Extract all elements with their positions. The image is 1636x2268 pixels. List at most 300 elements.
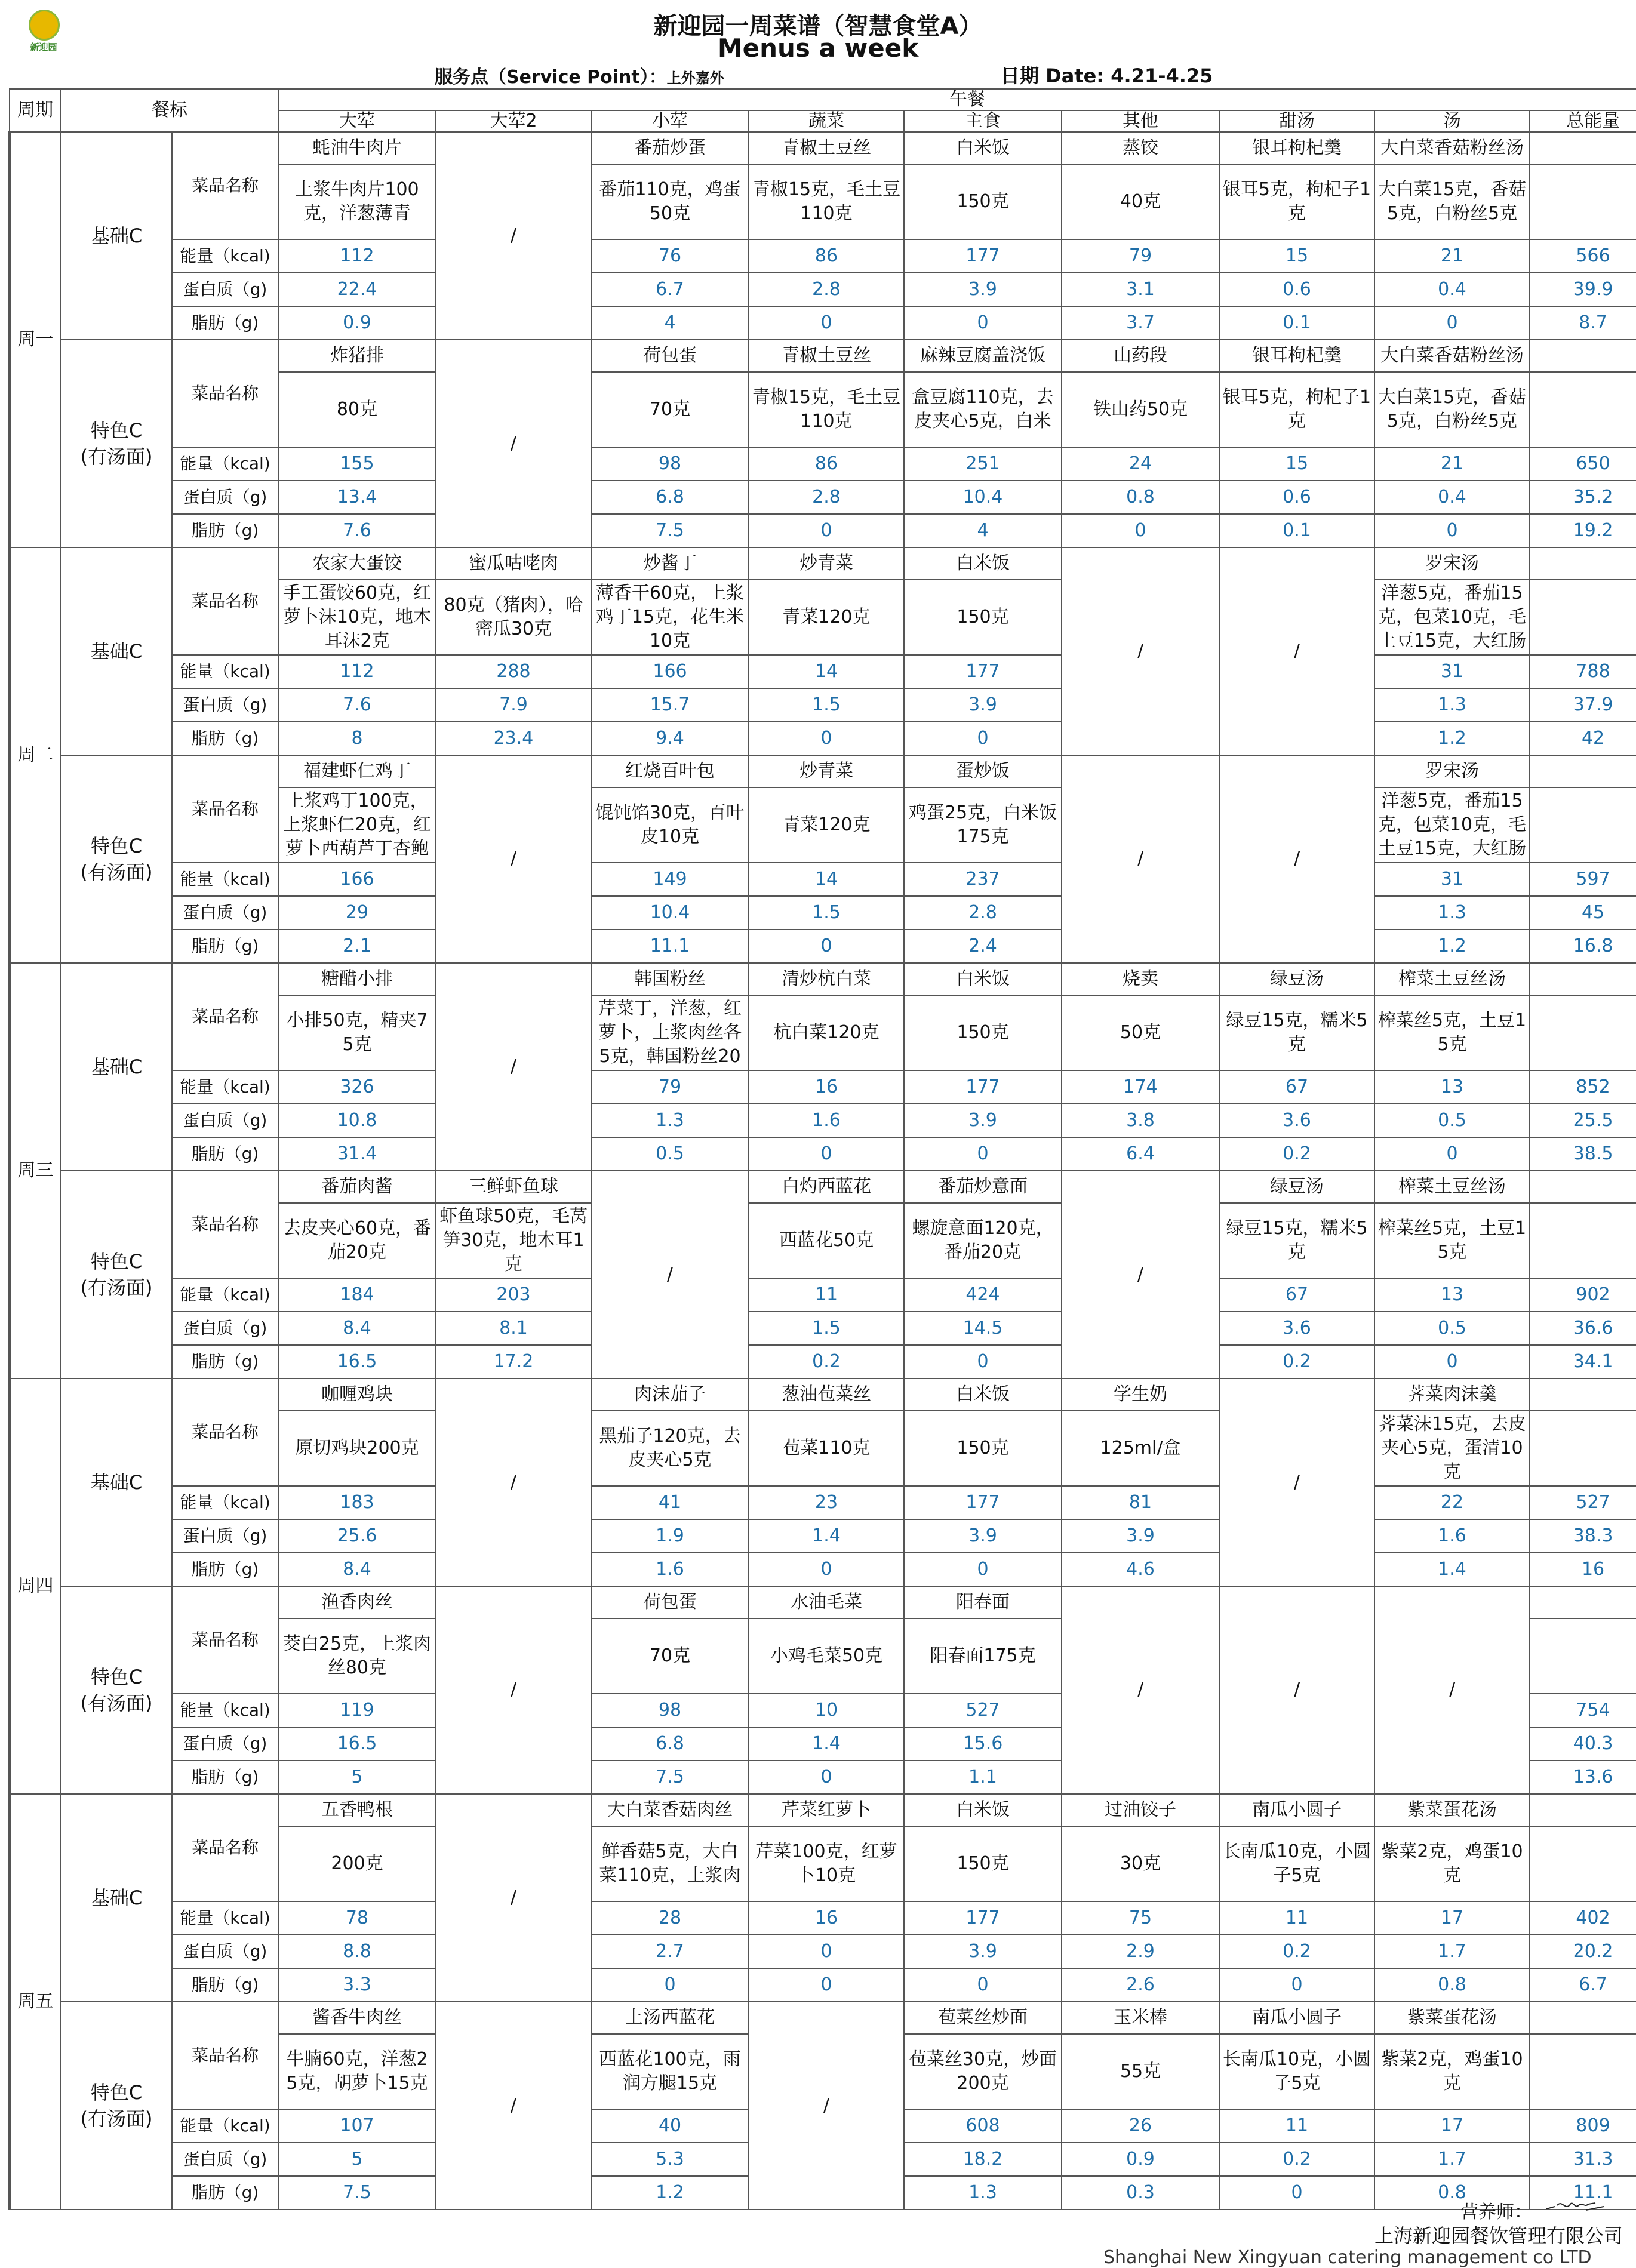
dish-ingredients: 青菜120克 xyxy=(749,787,904,863)
dish-ingredients: 80克 xyxy=(278,372,436,447)
protein-value: 38.3 xyxy=(1530,1519,1636,1553)
protein-value: 36.6 xyxy=(1530,1312,1636,1345)
fat-value: 4.6 xyxy=(1062,1553,1219,1586)
energy-value: 79 xyxy=(1062,239,1219,273)
protein-value: 6.8 xyxy=(591,481,749,514)
protein-value: 10.8 xyxy=(278,1104,436,1137)
column-header: 总能量 xyxy=(1530,110,1636,132)
energy-value: 177 xyxy=(904,1486,1062,1519)
protein-value: 40.3 xyxy=(1530,1727,1636,1761)
dish-ingredients: 芹菜100克，红萝卜10克 xyxy=(749,1826,904,1901)
dish-ingredients: 55克 xyxy=(1062,2034,1219,2109)
dish-name: 五香鸭根 xyxy=(278,1794,436,1826)
protein-row-label: 蛋白质（g) xyxy=(172,1727,278,1761)
dish-name-row xyxy=(10,547,1636,580)
dish-name: 大白菜香菇肉丝 xyxy=(591,1794,749,1826)
protein-value: 3.9 xyxy=(904,1935,1062,1968)
energy-value: 11 xyxy=(749,1278,904,1312)
fat-value: 17.2 xyxy=(436,1345,591,1378)
energy-value: 177 xyxy=(904,1901,1062,1935)
dish-name: 咖喱鸡块 xyxy=(278,1378,436,1411)
dish-name xyxy=(1530,2002,1636,2034)
dish-ingredients: 西蓝花100克，雨润方腿15克 xyxy=(591,2034,749,2109)
protein-value: 1.4 xyxy=(749,1727,904,1761)
energy-row xyxy=(10,1901,1636,1935)
fat-value: 0 xyxy=(749,514,904,547)
energy-value: 75 xyxy=(1062,1901,1219,1935)
protein-row xyxy=(10,273,1636,306)
fat-row-label: 脂肪（g) xyxy=(172,1761,278,1794)
dish-name: 青椒土豆丝 xyxy=(749,340,904,372)
dish-ingredients: 苞菜丝30克，炒面200克 xyxy=(904,2034,1062,2109)
empty-slot: / xyxy=(1219,755,1374,963)
fat-value: 11.1 xyxy=(1530,2176,1636,2209)
energy-value: 184 xyxy=(278,1278,436,1312)
dish-name: 白米饭 xyxy=(904,963,1062,995)
energy-value: 86 xyxy=(749,447,904,481)
dish-name: 紫菜蛋花汤 xyxy=(1374,2002,1530,2034)
fat-row-label: 脂肪（g) xyxy=(172,930,278,963)
dish-name: 番茄炒意面 xyxy=(904,1171,1062,1203)
protein-value: 15.7 xyxy=(591,688,749,722)
dish-ingredients xyxy=(1530,1203,1636,1278)
fat-value: 1.3 xyxy=(904,2176,1062,2209)
meal-standard-label: 特色C (有汤面) xyxy=(61,340,172,547)
protein-row xyxy=(10,688,1636,722)
dish-name: 大白菜香菇粉丝汤 xyxy=(1374,340,1530,372)
energy-value: 203 xyxy=(436,1278,591,1312)
energy-value: 78 xyxy=(278,1901,436,1935)
fat-value: 8.4 xyxy=(278,1553,436,1586)
dish-name: 福建虾仁鸡丁 xyxy=(278,755,436,787)
dish-name-row xyxy=(10,1794,1636,1826)
protein-value: 5.3 xyxy=(591,2143,749,2176)
protein-value: 0.5 xyxy=(1374,1312,1530,1345)
fat-value: 0.2 xyxy=(749,1345,904,1378)
energy-value: 16 xyxy=(749,1901,904,1935)
fat-value: 8.7 xyxy=(1530,306,1636,340)
fat-value: 16 xyxy=(1530,1553,1636,1586)
dish-name: 苞菜丝炒面 xyxy=(904,2002,1062,2034)
energy-value: 650 xyxy=(1530,447,1636,481)
fat-value: 0 xyxy=(749,722,904,755)
protein-value: 45 xyxy=(1530,896,1636,930)
fat-value: 0 xyxy=(749,1137,904,1171)
protein-value: 3.9 xyxy=(904,1519,1062,1553)
column-header: 小荤 xyxy=(591,110,749,132)
dish-row-label: 菜品名称 xyxy=(172,340,278,447)
dish-name: 南瓜小圆子 xyxy=(1219,2002,1374,2034)
dish-name-row xyxy=(10,1378,1636,1411)
protein-value: 1.5 xyxy=(749,1312,904,1345)
fat-value: 16.8 xyxy=(1530,930,1636,963)
energy-value: 15 xyxy=(1219,447,1374,481)
fat-value: 0 xyxy=(904,1553,1062,1586)
fat-row-label: 脂肪（g) xyxy=(172,1137,278,1171)
dish-name: 上汤西蓝花 xyxy=(591,2002,749,2034)
dish-name: 荷包蛋 xyxy=(591,340,749,372)
empty-slot: / xyxy=(1219,1586,1374,1794)
protein-value: 1.6 xyxy=(1374,1519,1530,1553)
dish-name: 阳春面 xyxy=(904,1586,1062,1618)
column-header: 蔬菜 xyxy=(749,110,904,132)
energy-value: 251 xyxy=(904,447,1062,481)
dish-name: 银耳枸杞羹 xyxy=(1219,340,1374,372)
dish-name-row xyxy=(10,340,1636,372)
dish-name-row xyxy=(10,963,1636,995)
dish-name: 番茄炒蛋 xyxy=(591,132,749,164)
fat-value: 0.8 xyxy=(1374,2176,1530,2209)
dish-ingredients: 150克 xyxy=(904,164,1062,239)
fat-value: 0.8 xyxy=(1374,1968,1530,2002)
fat-value: 0.5 xyxy=(591,1137,749,1171)
protein-row-label: 蛋白质（g) xyxy=(172,273,278,306)
dish-name: 紫菜蛋花汤 xyxy=(1374,1794,1530,1826)
protein-value: 10.4 xyxy=(904,481,1062,514)
dish-name xyxy=(1530,132,1636,164)
energy-value: 174 xyxy=(1062,1070,1219,1104)
fat-value: 0 xyxy=(749,306,904,340)
dish-name xyxy=(1530,340,1636,372)
dish-ingredients: 盒豆腐110克，去皮夹心5克，白米 xyxy=(904,372,1062,447)
fat-row xyxy=(10,1553,1636,1586)
protein-row-label: 蛋白质（g) xyxy=(172,1312,278,1345)
day-label: 周二 xyxy=(10,547,61,963)
dish-ingredients: 30克 xyxy=(1062,1826,1219,1901)
column-header: 其他 xyxy=(1062,110,1219,132)
energy-value: 17 xyxy=(1374,1901,1530,1935)
dish-ingredients: 50克 xyxy=(1062,995,1219,1070)
fat-value: 0 xyxy=(1374,514,1530,547)
protein-value: 1.4 xyxy=(749,1519,904,1553)
protein-row-label: 蛋白质（g) xyxy=(172,481,278,514)
dish-name: 南瓜小圆子 xyxy=(1219,1794,1374,1826)
protein-value: 0.9 xyxy=(1062,2143,1219,2176)
dish-row-label: 菜品名称 xyxy=(172,132,278,239)
dish-name: 炒青菜 xyxy=(749,755,904,787)
empty-slot: / xyxy=(436,1378,591,1586)
day-label: 周五 xyxy=(10,1794,61,2209)
dish-name xyxy=(1530,963,1636,995)
dish-ingredients: 长南瓜10克，小圆子5克 xyxy=(1219,2034,1374,2109)
protein-value: 3.9 xyxy=(904,273,1062,306)
empty-slot: / xyxy=(436,340,591,547)
fat-row-label: 脂肪（g) xyxy=(172,1553,278,1586)
dish-name: 大白菜香菇粉丝汤 xyxy=(1374,132,1530,164)
energy-value: 177 xyxy=(904,1070,1062,1104)
fat-row-label: 脂肪（g) xyxy=(172,2176,278,2209)
logo-text: 新迎园 xyxy=(30,42,57,53)
fat-value: 0.2 xyxy=(1219,1137,1374,1171)
energy-row xyxy=(10,1070,1636,1104)
dish-row-label: 菜品名称 xyxy=(172,2002,278,2109)
header-row-lunch xyxy=(10,89,1636,110)
dish-ingredients: 小排50克，精夹75克 xyxy=(278,995,436,1070)
dish-ingredients: 榨菜丝5克，土豆15克 xyxy=(1374,1203,1530,1278)
fat-value: 23.4 xyxy=(436,722,591,755)
dish-name-row xyxy=(10,755,1636,787)
protein-value: 0.6 xyxy=(1219,273,1374,306)
dish-ingredients: 绿豆15克，糯米5克 xyxy=(1219,995,1374,1070)
energy-value: 155 xyxy=(278,447,436,481)
dish-name: 榨菜土豆丝汤 xyxy=(1374,963,1530,995)
fat-row xyxy=(10,306,1636,340)
dish-ingredients: 铁山药50克 xyxy=(1062,372,1219,447)
page-subtitle: Menus a week xyxy=(717,33,919,63)
energy-value: 26 xyxy=(1062,2109,1219,2143)
energy-value: 31 xyxy=(1374,863,1530,896)
date-range xyxy=(1001,61,1213,88)
fat-value: 16.5 xyxy=(278,1345,436,1378)
empty-slot: / xyxy=(1062,1171,1219,1378)
protein-value: 13.4 xyxy=(278,481,436,514)
dish-name: 肉沫茄子 xyxy=(591,1378,749,1411)
fat-value: 0.1 xyxy=(1219,514,1374,547)
dish-row-label: 菜品名称 xyxy=(172,1586,278,1694)
protein-row xyxy=(10,481,1636,514)
meal-standard-label: 特色C (有汤面) xyxy=(61,1586,172,1794)
energy-row-label: 能量（kcal) xyxy=(172,863,278,896)
energy-value: 86 xyxy=(749,239,904,273)
fat-value: 0 xyxy=(904,1345,1062,1378)
protein-row-label: 蛋白质（g) xyxy=(172,896,278,930)
dish-ingredients: 70克 xyxy=(591,1618,749,1694)
meal-standard-label: 特色C (有汤面) xyxy=(61,1171,172,1378)
dish-name: 芹菜红萝卜 xyxy=(749,1794,904,1826)
protein-value: 31.3 xyxy=(1530,2143,1636,2176)
fat-row-label: 脂肪（g) xyxy=(172,514,278,547)
protein-value: 10.4 xyxy=(591,896,749,930)
fat-value: 2.6 xyxy=(1062,1968,1219,2002)
protein-value: 29 xyxy=(278,896,436,930)
dish-name: 山药段 xyxy=(1062,340,1219,372)
energy-row-label: 能量（kcal) xyxy=(172,655,278,688)
dish-name: 渔香肉丝 xyxy=(278,1586,436,1618)
fat-value: 1.4 xyxy=(1374,1553,1530,1586)
dish-name: 炸猪排 xyxy=(278,340,436,372)
energy-row xyxy=(10,1486,1636,1519)
dish-name: 番茄肉酱 xyxy=(278,1171,436,1203)
energy-row xyxy=(10,447,1636,481)
protein-value: 39.9 xyxy=(1530,273,1636,306)
fat-row xyxy=(10,1345,1636,1378)
fat-value: 0.2 xyxy=(1219,1345,1374,1378)
protein-value: 8.4 xyxy=(278,1312,436,1345)
fat-value: 0 xyxy=(904,306,1062,340)
dish-name: 绿豆汤 xyxy=(1219,963,1374,995)
fat-value: 0 xyxy=(591,1968,749,2002)
fat-value: 6.7 xyxy=(1530,1968,1636,2002)
dish-name xyxy=(1530,755,1636,787)
day-label: 周三 xyxy=(10,963,61,1378)
fat-value: 0 xyxy=(1219,2176,1374,2209)
energy-value: 112 xyxy=(278,655,436,688)
dish-name: 蛋炒饭 xyxy=(904,755,1062,787)
protein-row xyxy=(10,1935,1636,1968)
energy-value: 424 xyxy=(904,1278,1062,1312)
dish-name-row xyxy=(10,132,1636,164)
dish-ingredients: 上浆鸡丁100克，上浆虾仁20克，红萝卜西葫芦丁杏鲍 xyxy=(278,787,436,863)
dish-name: 学生奶 xyxy=(1062,1378,1219,1411)
energy-value: 21 xyxy=(1374,447,1530,481)
dish-ingredients: 榨菜丝5克，土豆15克 xyxy=(1374,995,1530,1070)
protein-value: 2.9 xyxy=(1062,1935,1219,1968)
dish-ingredients: 阳春面175克 xyxy=(904,1618,1062,1694)
protein-value: 3.9 xyxy=(904,688,1062,722)
dish-name: 水油毛菜 xyxy=(749,1586,904,1618)
fat-value: 4 xyxy=(904,514,1062,547)
meal-standard-label: 基础C xyxy=(61,963,172,1171)
protein-row-label: 蛋白质（g) xyxy=(172,1104,278,1137)
energy-value: 41 xyxy=(591,1486,749,1519)
fat-row xyxy=(10,1137,1636,1171)
energy-row-label: 能量（kcal) xyxy=(172,239,278,273)
meal-standard-label: 特色C (有汤面) xyxy=(61,2002,172,2209)
protein-value: 18.2 xyxy=(904,2143,1062,2176)
protein-row-label: 蛋白质（g) xyxy=(172,2143,278,2176)
dish-name: 白灼西蓝花 xyxy=(749,1171,904,1203)
dish-ingredients: 绿豆15克，糯米5克 xyxy=(1219,1203,1374,1278)
fat-value: 0 xyxy=(1374,306,1530,340)
dish-name: 清炒杭白菜 xyxy=(749,963,904,995)
energy-row xyxy=(10,655,1636,688)
dish-row-label: 菜品名称 xyxy=(172,755,278,863)
empty-slot: / xyxy=(436,1586,591,1794)
dish-name: 荠菜肉沫羹 xyxy=(1374,1378,1530,1411)
dish-ingredients xyxy=(1530,580,1636,655)
dish-ingredients: 去皮夹心60克，番茄20克 xyxy=(278,1203,436,1278)
dish-ingredients: 牛腩60克，洋葱25克，胡萝卜15克 xyxy=(278,2034,436,2109)
date-label: 日期 Date: xyxy=(1001,64,1105,87)
fat-value: 1.6 xyxy=(591,1553,749,1586)
column-header: 主食 xyxy=(904,110,1062,132)
day-label: 周四 xyxy=(10,1378,61,1794)
fat-value: 0 xyxy=(904,1968,1062,2002)
company-name: 上海新迎园餐饮管理有限公司 xyxy=(1374,2224,1623,2247)
column-header: 汤 xyxy=(1374,110,1530,132)
dish-ingredients: 紫菜2克，鸡蛋10克 xyxy=(1374,2034,1530,2109)
protein-value: 5 xyxy=(278,2143,436,2176)
protein-value: 1.7 xyxy=(1374,1935,1530,1968)
fat-value: 2.4 xyxy=(904,930,1062,963)
dish-ingredients: 黑茄子120克，去皮夹心5克 xyxy=(591,1411,749,1486)
fat-value: 3.3 xyxy=(278,1968,436,2002)
fat-value: 1.2 xyxy=(591,2176,749,2209)
dish-row-label: 菜品名称 xyxy=(172,1794,278,1901)
dish-ingredients: 150克 xyxy=(904,1826,1062,1901)
protein-value: 3.9 xyxy=(1062,1519,1219,1553)
energy-row xyxy=(10,1278,1636,1312)
energy-value: 11 xyxy=(1219,2109,1374,2143)
protein-row xyxy=(10,1312,1636,1345)
fat-row xyxy=(10,930,1636,963)
protein-value: 0.6 xyxy=(1219,481,1374,514)
dish-ingredients: 螺旋意面120克，番茄20克 xyxy=(904,1203,1062,1278)
fat-value: 31.4 xyxy=(278,1137,436,1171)
fat-value: 0 xyxy=(1062,514,1219,547)
fat-value: 6.4 xyxy=(1062,1137,1219,1171)
dish-name xyxy=(1530,1794,1636,1826)
protein-value: 22.4 xyxy=(278,273,436,306)
fat-value: 9.4 xyxy=(591,722,749,755)
meal-standard-label: 基础C xyxy=(61,1378,172,1586)
fat-row xyxy=(10,514,1636,547)
energy-value: 81 xyxy=(1062,1486,1219,1519)
energy-value: 177 xyxy=(904,239,1062,273)
fat-value: 0 xyxy=(749,1968,904,2002)
empty-slot: / xyxy=(436,132,591,340)
dish-ingredients: 银耳5克，枸杞子1克 xyxy=(1219,372,1374,447)
empty-slot: / xyxy=(436,1794,591,2002)
empty-slot: / xyxy=(436,963,591,1171)
dish-name: 三鲜虾鱼球 xyxy=(436,1171,591,1203)
dish-ingredients: 苞菜110克 xyxy=(749,1411,904,1486)
fat-value: 0.1 xyxy=(1219,306,1374,340)
dish-ingredients xyxy=(1530,164,1636,239)
dish-name: 榨菜土豆丝汤 xyxy=(1374,1171,1530,1203)
service-point-value: 上外嘉外 xyxy=(666,70,724,87)
fat-value: 0 xyxy=(749,1761,904,1794)
dish-ingredients: 大白菜15克，香菇5克，白粉丝5克 xyxy=(1374,372,1530,447)
protein-value: 37.9 xyxy=(1530,688,1636,722)
energy-value: 166 xyxy=(278,863,436,896)
energy-value: 326 xyxy=(278,1070,436,1104)
protein-value: 1.6 xyxy=(749,1104,904,1137)
energy-value: 11 xyxy=(1219,1901,1374,1935)
dish-ingredients: 150克 xyxy=(904,580,1062,655)
energy-value: 16 xyxy=(749,1070,904,1104)
dish-name-row xyxy=(10,1586,1636,1618)
energy-value: 13 xyxy=(1374,1278,1530,1312)
protein-row-label: 蛋白质（g) xyxy=(172,1935,278,1968)
protein-value: 1.5 xyxy=(749,688,904,722)
dish-name: 农家大蛋饺 xyxy=(278,547,436,580)
protein-value: 1.5 xyxy=(749,896,904,930)
lunch-header: 午餐 xyxy=(278,89,1636,110)
meal-standard-label: 基础C xyxy=(61,132,172,340)
protein-value: 3.1 xyxy=(1062,273,1219,306)
fat-row xyxy=(10,1968,1636,2002)
dish-ingredients: 鲜香菇5克，大白菜110克，上浆肉 xyxy=(591,1826,749,1901)
dish-ingredients xyxy=(1530,787,1636,863)
energy-value: 112 xyxy=(278,239,436,273)
energy-value: 788 xyxy=(1530,655,1636,688)
energy-value: 98 xyxy=(591,447,749,481)
fat-value: 42 xyxy=(1530,722,1636,755)
dish-row-label: 菜品名称 xyxy=(172,963,278,1070)
dish-ingredients: 青菜120克 xyxy=(749,580,904,655)
fat-value: 7.5 xyxy=(591,1761,749,1794)
nutritionist-signature-icon xyxy=(1544,2193,1610,2215)
dish-ingredients: 番茄110克，鸡蛋50克 xyxy=(591,164,749,239)
energy-value: 28 xyxy=(591,1901,749,1935)
dish-name xyxy=(1530,1586,1636,1618)
dish-name: 蒸饺 xyxy=(1062,132,1219,164)
column-header: 大荤2 xyxy=(436,110,591,132)
fat-value: 0 xyxy=(1374,1137,1530,1171)
dish-ingredients xyxy=(1530,1618,1636,1694)
fat-value: 0 xyxy=(1374,1345,1530,1378)
dish-ingredients: 150克 xyxy=(904,1411,1062,1486)
energy-row-label: 能量（kcal) xyxy=(172,2109,278,2143)
fat-value: 7.5 xyxy=(591,514,749,547)
dish-ingredients: 40克 xyxy=(1062,164,1219,239)
dish-name: 白米饭 xyxy=(904,132,1062,164)
fat-value: 1.2 xyxy=(1374,722,1530,755)
protein-row-label: 蛋白质（g) xyxy=(172,1519,278,1553)
dish-name-row xyxy=(10,2002,1636,2034)
dish-name: 蜜瓜咕咾肉 xyxy=(436,547,591,580)
